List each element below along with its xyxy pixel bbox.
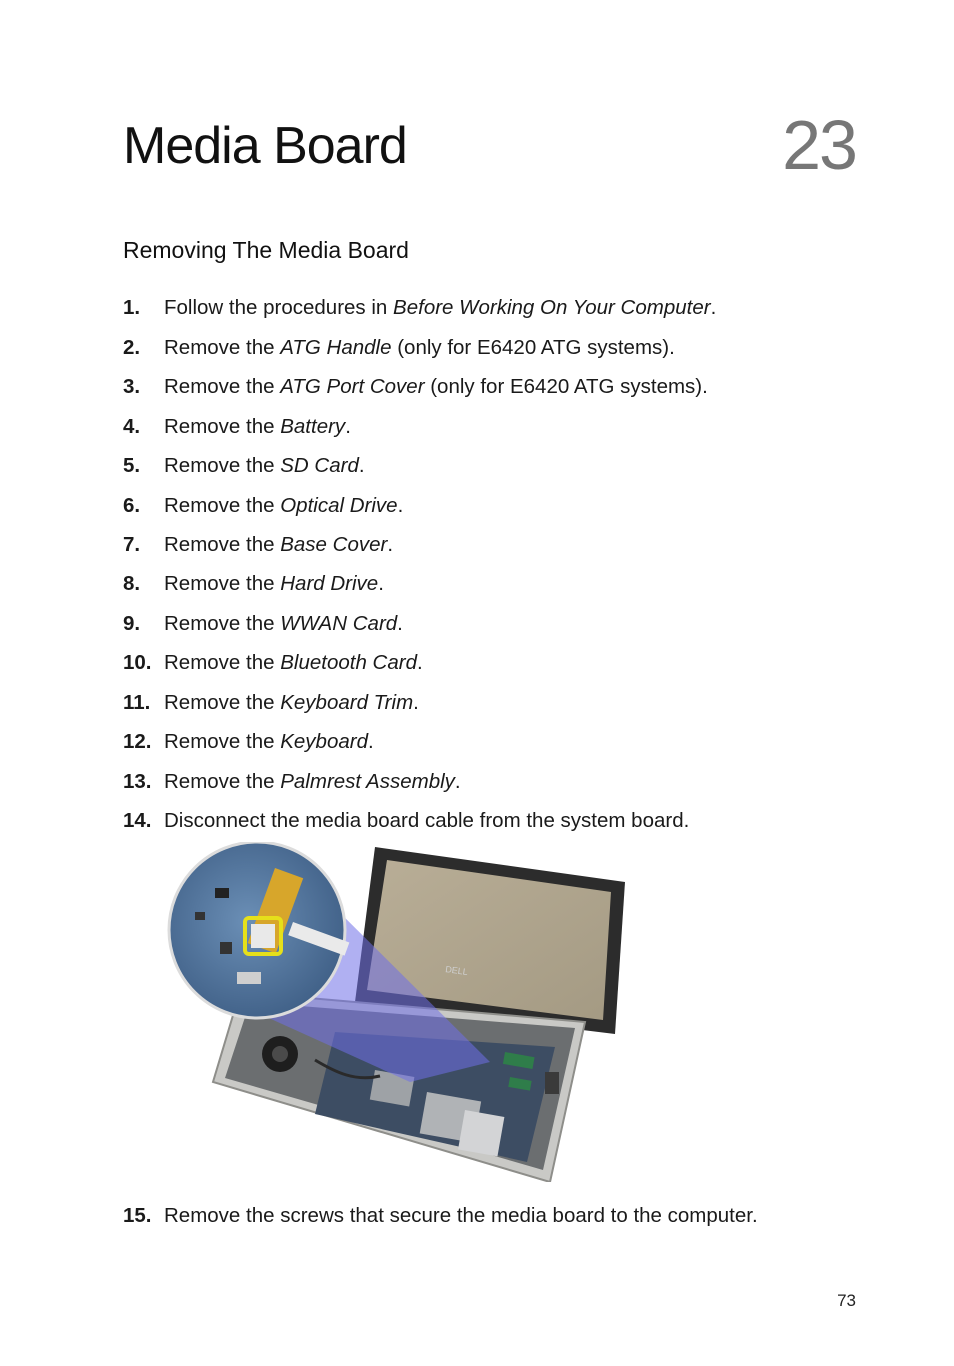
step-text: Remove the Keyboard Trim. bbox=[164, 691, 419, 714]
step-text: Remove the ATG Port Cover (only for E6420 ATG systems). bbox=[164, 375, 708, 398]
step-text: Remove the Bluetooth Card. bbox=[164, 651, 423, 674]
cross-reference-link[interactable]: Bluetooth Card bbox=[280, 651, 417, 674]
page-number: 73 bbox=[837, 1291, 856, 1310]
step-number: 14. bbox=[123, 809, 152, 832]
step-number: 6. bbox=[123, 494, 141, 517]
cross-reference-link[interactable]: Battery bbox=[280, 415, 346, 438]
logo: DELL bbox=[444, 964, 469, 978]
step-text: Remove the Hard Drive. bbox=[164, 572, 384, 595]
step-number: 1. bbox=[123, 296, 141, 319]
chapter-number: 23 bbox=[782, 106, 856, 184]
step-number: 13. bbox=[123, 770, 152, 793]
step-number: 7. bbox=[123, 533, 141, 556]
step-number: 3. bbox=[123, 375, 141, 398]
step-number: 15. bbox=[123, 1204, 152, 1227]
cross-reference-link[interactable]: Hard Drive bbox=[280, 572, 379, 595]
media-board-cable-illustration bbox=[165, 842, 627, 1182]
step-number: 11. bbox=[123, 691, 151, 714]
cross-reference-link[interactable]: WWAN Card bbox=[280, 612, 398, 635]
step-number: 5. bbox=[123, 454, 141, 477]
step-text: Remove the Keyboard. bbox=[164, 730, 374, 753]
step-text: Remove the ATG Handle (only for E6420 ATG systems). bbox=[164, 336, 675, 359]
step-text: Follow the procedures in Before Working On Your Computer. bbox=[164, 296, 717, 319]
step-number: 9. bbox=[123, 612, 141, 635]
step-text: Remove the SD Card. bbox=[164, 454, 365, 477]
step-text: Remove the Palmrest Assembly. bbox=[164, 770, 461, 793]
cross-reference-link[interactable]: Keyboard Trim bbox=[280, 691, 414, 714]
cross-reference-link[interactable]: ATG Handle bbox=[280, 336, 392, 359]
cross-reference-link[interactable]: Palmrest Assembly bbox=[280, 770, 455, 793]
cross-reference-link[interactable]: Base Cover bbox=[280, 533, 388, 556]
cross-reference-link[interactable]: ATG Port Cover bbox=[280, 375, 425, 398]
chapter-title: Media Board bbox=[123, 117, 407, 175]
cross-reference-link[interactable]: Before Working On Your Computer bbox=[393, 296, 711, 319]
laptop-disassembly-image bbox=[165, 842, 627, 1182]
cross-reference-link[interactable]: Optical Drive bbox=[280, 494, 398, 517]
step-number: 4. bbox=[123, 415, 141, 438]
step-number: 2. bbox=[123, 336, 141, 359]
step-number: 10. bbox=[123, 651, 152, 674]
step-text: Remove the Battery. bbox=[164, 415, 351, 438]
step-text: Remove the WWAN Card. bbox=[164, 612, 403, 635]
step-text: Disconnect the media board cable from the system board. bbox=[164, 809, 690, 832]
step-number: 8. bbox=[123, 572, 141, 595]
section-heading: Removing The Media Board bbox=[123, 237, 409, 263]
step-number: 12. bbox=[123, 730, 152, 753]
step-text: Remove the screws that secure the media board to the computer. bbox=[164, 1204, 758, 1227]
step-text: Remove the Optical Drive. bbox=[164, 494, 404, 517]
cross-reference-link[interactable]: Keyboard bbox=[280, 730, 368, 753]
cross-reference-link[interactable]: SD Card bbox=[280, 454, 359, 477]
step-text: Remove the Base Cover. bbox=[164, 533, 394, 556]
